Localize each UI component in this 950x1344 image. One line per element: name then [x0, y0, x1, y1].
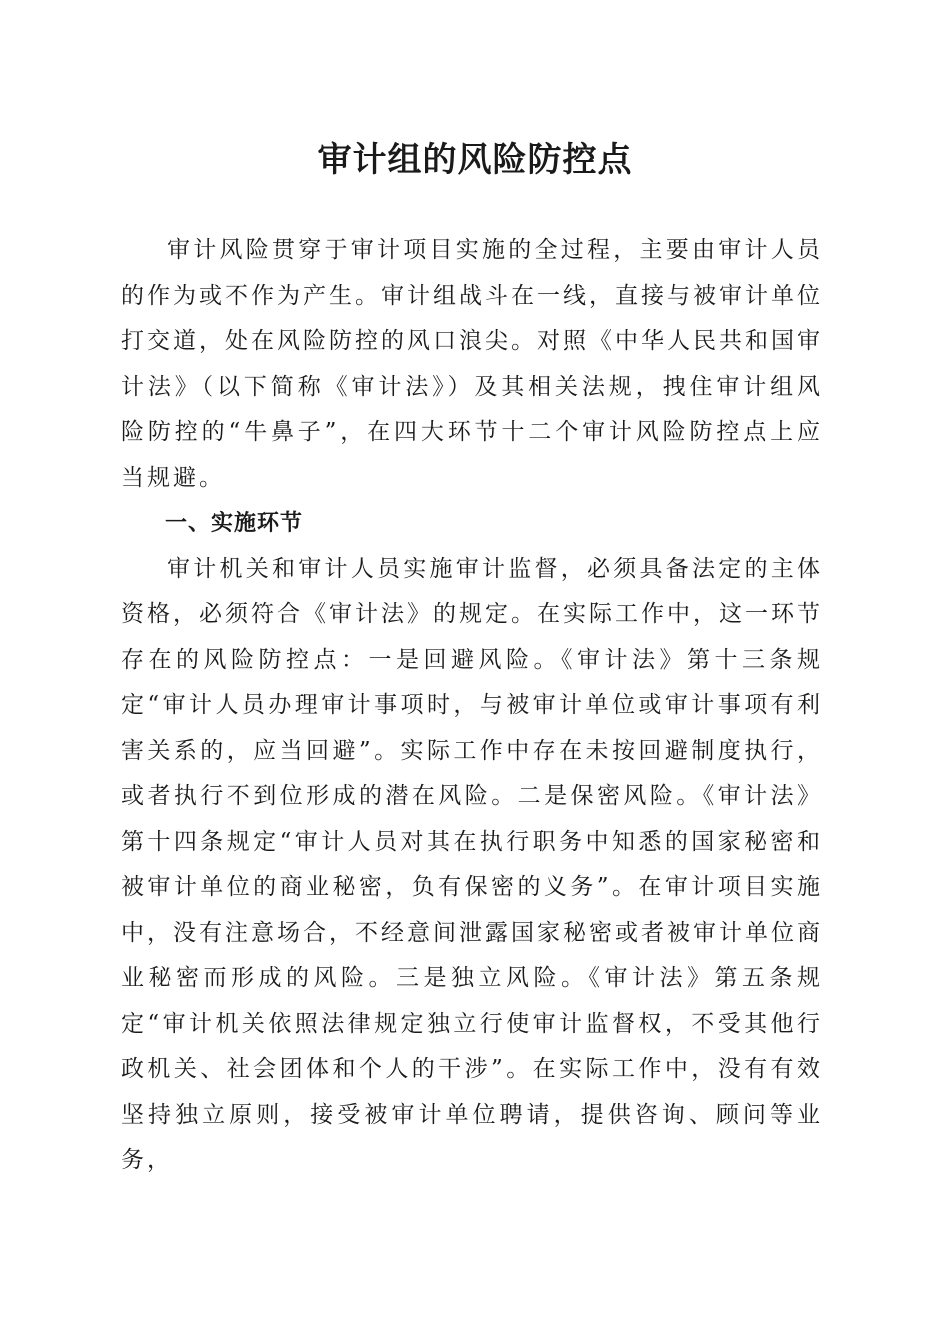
document-body — [121, 228, 823, 1184]
document-title: 审计组的风险防控点 — [317, 140, 633, 180]
section-paragraph-implementation: 审计机关和审计人员实施审计监督，必须具备法定的主体资格，必须符合《审计法》的规定。在实际工作中，这一环节存在的风险防控点：一是回避风险。《审计法》第十三条规定“审计人员办理审计事项时，与被审计单位或审计事项有利害关系的，应当回避”。实际工作中存在未按回避制度执行，或者执行不到位形成的潜在风险。二是保密风险。《审计法》第十四条规定“审计人员对其在执行职务中知悉的国家秘密和被审计单位的商业秘密，负有保密的义务”。在审计项目实施中，没有注意场合，不经意间泄露国家秘密或者被审计单位商业秘密而形成的风险。三是独立风险。《审计法》第五条规定“审计机关依照法律规定独立行使审计监督权，不受其他行政机关、社会团体和个人的干涉”。在实际工作中，没有有效坚持独立原则，接受被审计单位聘请，提供咨询、顾问等业务， — [121, 555, 823, 1173]
section-heading-implementation: 一、实施环节 — [165, 511, 304, 536]
intro-paragraph: 审计风险贯穿于审计项目实施的全过程，主要由审计人员的作为或不作为产生。审计组战斗在一线，直接与被审计单位打交道，处在风险防控的风口浪尖。对照《中华人民共和国审计法》（以下简称《审计法》）及其相关法规，拽住审计组风险防控的“牛鼻子”，在四大环节十二个审计风险防控点上应当规避。 — [121, 237, 823, 491]
